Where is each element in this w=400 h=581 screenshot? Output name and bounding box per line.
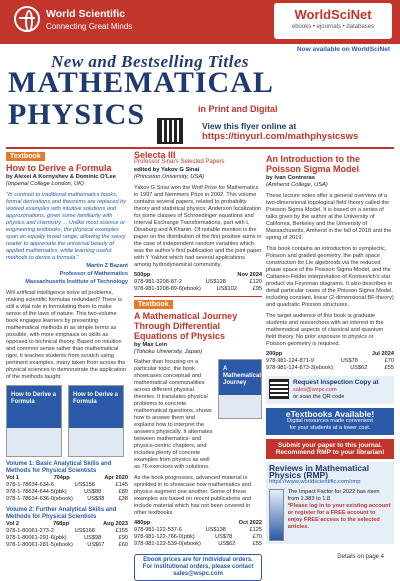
price-us: US$98 xyxy=(84,535,102,541)
price-isbn: 978-981-124-871-9 xyxy=(266,358,314,364)
price-row xyxy=(134,541,262,548)
book-title[interactable]: A Mathematical Journey Through Differential Equations of Physics xyxy=(134,311,238,341)
flyer-link[interactable]: https://tinyurl.com/mathphysicsws xyxy=(202,131,359,142)
worldscinet-name: WorldSciNet xyxy=(294,7,372,22)
price-us: US$78 xyxy=(215,534,233,540)
book-description-2: This book contains an introduction to symplectic, Poisson and graded geometry, the path space construction for Lie algebroids via the reduced phase space of the Poisson Sigma Model, and the Cattaneo-Felder interpretation of Kontsevich's star product via Feynman diagrams. It also describes in detail particular cases of the Poisson Sigma Model, including constant, linear (2-dimensional BF-theory) and quadratic Poisson structures. xyxy=(266,246,394,308)
title-tag: in Print and Digital xyxy=(198,104,278,114)
inspection-request[interactable]: Request Inspection Copy at sales@wspc.com or scan the QR code xyxy=(266,376,394,404)
order-note: Ebook prices are for individual orders. For institutional orders, please contact sales@wspc.com xyxy=(134,554,262,581)
book-meta: 200pp Jul 2024 xyxy=(266,351,394,357)
price-row xyxy=(6,489,128,496)
book-affiliation: (Tohoku University, Japan) xyxy=(134,349,203,355)
book-author: by Ivan Contreras xyxy=(266,175,315,181)
price-uk: £55 xyxy=(384,365,394,371)
book-title[interactable]: An Introduction to the Poisson Sigma Model xyxy=(266,154,360,174)
qr-code-icon[interactable] xyxy=(269,379,289,399)
price-us: US$168 xyxy=(74,528,95,534)
review-quote: "In contrast to traditional mathematics books, formal derivations and theorems are replaced by worked examples with intuitive solutions and approximations, given some familiarity with physics and chemistry ... Unlike most science or engineering textbooks, the physical examples span an equally broad range, allowing the savvy reader to appreciate the universal beauty of applied mathematics, while learning useful methods to derive a formula." xyxy=(6,192,127,261)
price-uk: £60 xyxy=(118,542,128,548)
worldscinet-sub: ebooks • ejournals • databases xyxy=(291,24,375,30)
price-isbn: 978-1-80061-281-5(ebook) xyxy=(6,542,73,548)
price-us: US$128 xyxy=(205,279,226,285)
price-row xyxy=(134,534,262,541)
book-affiliation: (Imperial College London, UK) xyxy=(6,181,84,187)
book-description-1: These lecture notes offer a general overview of a two-dimensional topological field theory called the Poisson Sigma Model. It is based on a series of talks given by the author at the University of California, Berkeley and the University of Massachusetts, Amherst in the fall of 2018 and the spring of 2019. xyxy=(266,193,392,241)
price-isbn: 978-981-3208-87-2 xyxy=(134,279,182,285)
textbook-badge: Textbook xyxy=(6,152,45,161)
price-row xyxy=(134,527,262,534)
price-uk: £70 xyxy=(252,534,262,540)
book-cover[interactable]: A Mathematical Journey xyxy=(218,359,262,419)
price-us: US$88 xyxy=(84,489,102,495)
qr-code-icon[interactable] xyxy=(157,118,183,144)
price-row xyxy=(134,286,262,293)
covers xyxy=(6,385,128,457)
book-affiliation: (Amherst College, USA) xyxy=(266,182,328,188)
price-us: US$38 xyxy=(87,496,105,502)
price-row xyxy=(6,482,128,489)
price-row xyxy=(6,528,128,535)
price-us: US$158 xyxy=(74,482,95,488)
price-uk: £70 xyxy=(384,358,394,364)
price-isbn: 978-981-122-766-0(pbk) xyxy=(134,534,195,540)
book-meta: 480pp Oct 2022 xyxy=(134,520,262,526)
price-us: US$102 xyxy=(216,286,237,292)
book-description: Rather than focusing on a particular topic, the book showcases conceptual and mathematical commonalities across different physical theories. It translates physical problems to concrete mathematical questions, shows how to answer them and explains how to interpret the answers physically. It alternates between mathematics- and physics-centric chapters, and includes plenty of concrete examples from physics as well as 76 exercises with solutions. xyxy=(134,359,213,470)
book-description-2: As the book progresses, advanced material is sprinkled in to showcase how mathematics and physics augment one another. Some of these examples are based on recent publications and include material which has not been covered in other textbooks. xyxy=(134,475,252,516)
divider xyxy=(134,296,262,297)
price-row xyxy=(266,365,394,372)
price-uk: £120 xyxy=(249,279,262,285)
publisher-logo[interactable] xyxy=(14,6,132,32)
price-isbn: 978-1-78634-644-5(pbk) xyxy=(6,489,67,495)
access-note: *Please log in to your existing account or register for a FREE account to enjoy FREE access to the selected articles. xyxy=(287,503,391,530)
price-isbn: 978-981-3208-89-6(ebook) xyxy=(134,286,201,292)
journal-cover[interactable] xyxy=(269,489,284,541)
globe-icon xyxy=(14,6,40,32)
price-row xyxy=(6,542,128,549)
book-author: by Max Lein xyxy=(134,342,168,348)
etextbooks-banner: eTextbooks Available! Digital resources made convenient for your students at a lower cost. xyxy=(266,408,394,435)
price-row xyxy=(266,358,394,365)
column-1 xyxy=(6,152,128,549)
price-us: US$67 xyxy=(87,542,105,548)
book-description: Will artificial intelligence solve all problems, making scientific formulae redundant? There is still a vital role in formulating them to make sense of the laws of nature. This two-volume book engages learners by presenting mathematical methods in as simple terms as possible, with more emphasis on skills as opposed to technical theory. Based on intuition and common sense rather than mathematical rigor, it teaches students from scratch using pertinent examples, many taken from across the physical sciences to demonstrate the application of the methods taught. xyxy=(6,290,127,380)
rmp-link[interactable]: https://www.worldscientific.com/rmp xyxy=(269,479,361,485)
price-row xyxy=(6,496,128,503)
price-us: US$62 xyxy=(218,541,236,547)
price-row xyxy=(6,535,128,542)
price-isbn: 978-1-78634-636-0(ebook) xyxy=(6,496,73,502)
title-line2: MATHEMATICAL xyxy=(8,66,274,99)
header-bar xyxy=(0,0,400,44)
quote-author: Martin Z Bazant xyxy=(86,263,128,269)
price-uk: £145 xyxy=(115,482,128,488)
selecta-subtitle: Professor Sinai's Selected Papers xyxy=(134,159,225,165)
brand-tagline: Connecting Great Minds xyxy=(46,21,133,31)
order-email-link[interactable]: sales@wspc.com xyxy=(173,571,223,577)
price-us: US$78 xyxy=(340,358,358,364)
brand-name: World Scientific xyxy=(46,7,126,20)
textbook-badge: Textbook xyxy=(134,300,173,309)
selecta-affiliation: (Princeton University, USA) xyxy=(134,174,205,180)
selecta-description: Yakov G Sinai won the Wolf Prize for Mathematics in 1997 and Nemmers Prize in 2002. This volume contains several papers, related to probability theory and statistical physics; Anderson localization for some classes of Schroedinger equations and Interval Exchange Transformations, part with L Dinaburg and A Khanin. Of notable mention is the paper on the distribution of the first positive sums in the case of independent random variables which was the author's first publication and the joint paper with Y Yakhot which had several applications among hydrodynamical community. xyxy=(134,185,262,268)
impact-factor: The Impact Factor for 2022 has risen from 1.383 to 1.8 xyxy=(287,489,380,502)
price-isbn: 978-1-80061-291-6(pbk) xyxy=(6,535,67,541)
vol1-title: Volume 1: Basic Analytical Skills and Methods for Physical Scientists xyxy=(6,461,112,474)
availability-note: Now available on WorldSciNet xyxy=(296,46,390,53)
price-uk: £38 xyxy=(118,496,128,502)
book-title[interactable]: How to Derive a Formula xyxy=(6,163,112,173)
column-2 xyxy=(134,152,262,581)
selecta-title[interactable]: Selecta III xyxy=(134,150,176,160)
price-uk: £80 xyxy=(118,489,128,495)
vol2-meta: Vol 2 768pp Aug 2023 xyxy=(6,521,128,527)
price-uk: £155 xyxy=(115,528,128,534)
price-uk: £95 xyxy=(252,286,262,292)
quote-role: Professor of Mathematics xyxy=(59,271,128,277)
price-isbn: 978-981-122-537-6 xyxy=(134,527,182,533)
price-isbn: 978-981-122-539-0(ebook) xyxy=(134,541,201,547)
price-isbn: 978-981-124-873-3(ebook) xyxy=(266,365,333,371)
vol1-meta: Vol 1 704pp Apr 2020 xyxy=(6,475,128,481)
quote-institution: Massachusetts Institute of Technology xyxy=(25,279,128,285)
price-uk: £125 xyxy=(249,527,262,533)
worldscinet-logo[interactable] xyxy=(274,3,392,39)
rmp-title[interactable]: Reviews in Mathematical Physics (RMP) xyxy=(269,463,370,480)
price-us: US$138 xyxy=(205,527,226,533)
price-uk: £90 xyxy=(118,535,128,541)
rmp-journal xyxy=(266,462,394,544)
book-cover-vol2[interactable]: How to Derive a Formula xyxy=(68,385,124,457)
submit-paper-banner[interactable]: Submit your paper to this journal. Recommend RMP to your librarian! xyxy=(266,439,394,459)
flyer-label: View this flyer online at xyxy=(202,121,297,131)
selecta-meta: 500pp Nov 2024 xyxy=(134,272,262,278)
vol2-title: Volume 2: Further Analytical Skills and Methods for Physical Scientists xyxy=(6,507,117,520)
request-email-link[interactable]: sales@wspc.com xyxy=(293,387,337,393)
price-isbn: 978-1-78634-634-6 xyxy=(6,482,54,488)
price-isbn: 978-1-80061-273-2 xyxy=(6,528,54,534)
book-description-3: The target audience of this book is graduate students and researchers with an interest in the mathematical aspects of classical and quantum field theory. No prior exposure to physics or Poisson geometry is required. xyxy=(266,313,384,347)
book-authors: by Alexei A Kornyshev & Dominic O'Lee xyxy=(6,174,116,180)
book-cover-vol1[interactable]: How to Derive a Formula xyxy=(6,385,62,457)
selecta-editor: edited by Yakov G Sinai xyxy=(134,167,200,173)
column-3 xyxy=(266,152,394,544)
page-reference: Details on page 4 xyxy=(337,554,384,560)
price-row xyxy=(134,279,262,286)
divider xyxy=(6,147,394,149)
price-us: US$62 xyxy=(350,365,368,371)
title-line1: New and Bestselling Titles xyxy=(51,52,249,71)
title-line3: PHYSICS xyxy=(8,98,146,131)
price-uk: £55 xyxy=(252,541,262,547)
